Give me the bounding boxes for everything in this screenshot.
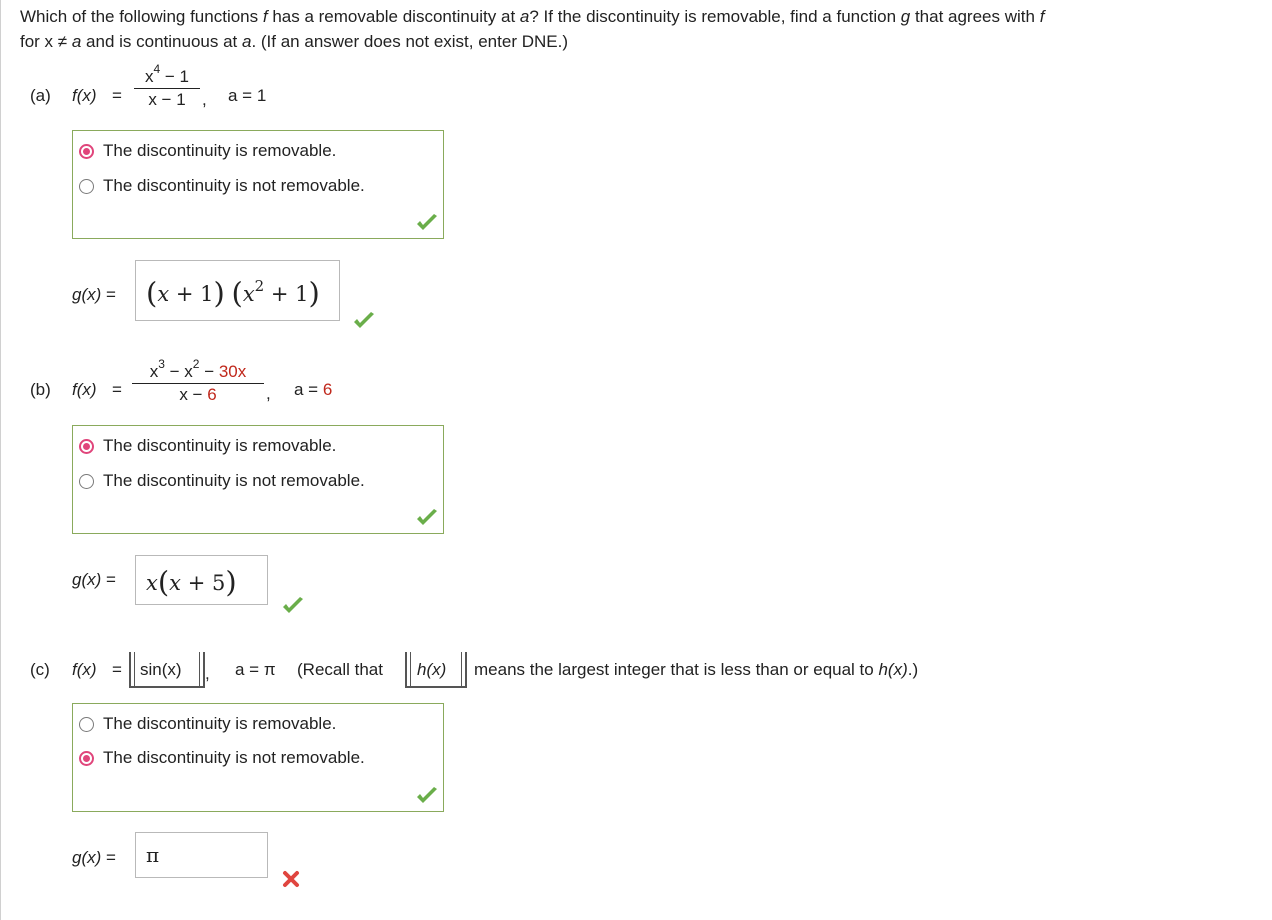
part-a-a-value: a = 1 bbox=[228, 86, 267, 105]
part-a-g-input[interactable] bbox=[135, 260, 340, 321]
radio-selected-icon[interactable] bbox=[79, 144, 94, 159]
check-icon bbox=[415, 786, 439, 806]
part-b-a-value: a = 6 bbox=[294, 380, 333, 399]
part-c-choice-box bbox=[72, 703, 444, 812]
part-b-g-expression: x(x + 5) bbox=[146, 565, 237, 599]
part-a-g-expression: (x + 1) $(x^2 + 1)$ bbox=[146, 275, 320, 310]
check-icon bbox=[352, 311, 376, 331]
part-c-option-not-removable[interactable]: The discontinuity is not removable. bbox=[79, 747, 365, 769]
part-b-fx-label: f(x) bbox=[72, 380, 97, 399]
part-c-g-expression: π bbox=[146, 843, 160, 867]
part-b-option-not-removable[interactable]: The discontinuity is not removable. bbox=[79, 470, 365, 492]
part-a-fx-label: f(x) bbox=[72, 86, 97, 105]
part-c-recall-suffix: means the largest integer that is less than or equal to h(x).) bbox=[474, 660, 919, 679]
part-c-recall-h: h(x) bbox=[417, 660, 447, 679]
part-b-fraction bbox=[132, 357, 264, 404]
part-c-comma: , bbox=[205, 664, 210, 683]
part-b-choice-box bbox=[72, 425, 444, 534]
part-a-fraction bbox=[134, 62, 200, 109]
part-a-equals: = bbox=[112, 86, 122, 105]
part-c-fx-label: f(x) bbox=[72, 660, 97, 679]
cross-icon bbox=[282, 870, 300, 888]
part-b-numerator: $x^3 - x^2 - 30x$ bbox=[149, 357, 247, 381]
radio-selected-icon[interactable] bbox=[79, 439, 94, 454]
radio-selected-icon[interactable] bbox=[79, 751, 94, 766]
part-b-denominator: x − 6 bbox=[179, 385, 217, 404]
part-c-option-removable[interactable]: The discontinuity is removable. bbox=[79, 713, 336, 735]
part-a-numerator: $x^4 - 1$ bbox=[144, 62, 190, 86]
part-c-equals: = bbox=[112, 660, 122, 679]
part-c-g-label: g(x) = bbox=[72, 848, 116, 867]
part-a-option-not-removable[interactable]: The discontinuity is not removable. bbox=[79, 175, 365, 197]
radio-unselected-icon[interactable] bbox=[79, 179, 94, 194]
part-b-g-input[interactable] bbox=[135, 555, 268, 605]
part-a-choice-box bbox=[72, 130, 444, 239]
check-icon bbox=[415, 508, 439, 528]
part-a-option-removable[interactable]: The discontinuity is removable. bbox=[79, 140, 336, 162]
part-a-label: (a) bbox=[30, 86, 51, 105]
part-c-a-value: a = π bbox=[235, 660, 276, 679]
part-a-comma: , bbox=[202, 90, 207, 109]
part-b-label: (b) bbox=[30, 380, 51, 399]
question-text: Which of the following functions f has a removable discontinuity at a? If the discontinuity is removable, find a function g that agrees with f for x ≠ a and is continuous at a. (If an answer does not exist, enter DNE.) bbox=[20, 7, 1045, 51]
part-a-denominator: x − 1 bbox=[148, 90, 186, 109]
part-a-g-label: g(x) = bbox=[72, 285, 116, 304]
part-b-g-label: g(x) = bbox=[72, 570, 116, 589]
left-rule bbox=[0, 0, 1, 920]
radio-unselected-icon[interactable] bbox=[79, 474, 94, 489]
part-c-inner: sin(x) bbox=[140, 660, 182, 679]
part-c-label: (c) bbox=[30, 660, 50, 679]
part-c-g-input[interactable] bbox=[135, 832, 268, 878]
part-c-recall-prefix: (Recall that bbox=[297, 660, 383, 679]
part-b-option-removable[interactable]: The discontinuity is removable. bbox=[79, 435, 336, 457]
check-icon bbox=[415, 213, 439, 233]
part-b-equals: = bbox=[112, 380, 122, 399]
part-b-comma: , bbox=[266, 384, 271, 403]
check-icon bbox=[281, 596, 305, 616]
radio-unselected-icon[interactable] bbox=[79, 717, 94, 732]
